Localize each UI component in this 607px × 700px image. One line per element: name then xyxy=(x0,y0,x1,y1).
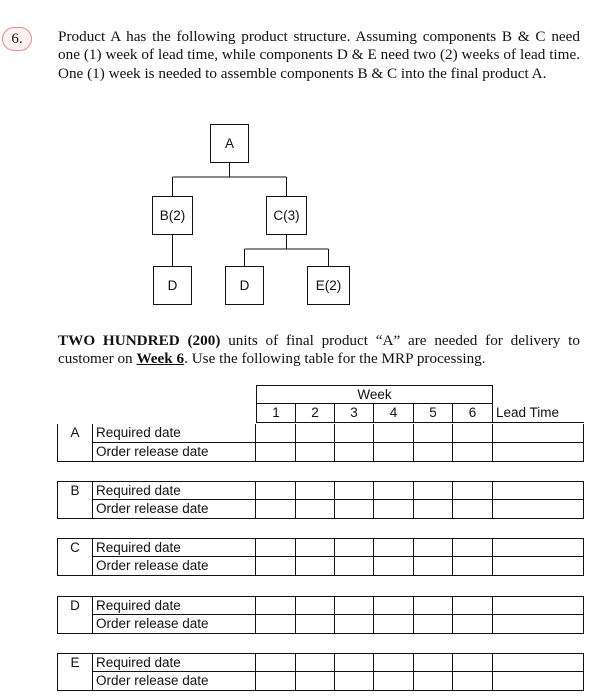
cell-d-req-w1[interactable] xyxy=(256,596,296,615)
cell-c-req-w1[interactable] xyxy=(256,538,296,557)
row-label-c-release: Order release date xyxy=(93,557,256,576)
cell-a-rel-w1[interactable] xyxy=(256,443,296,462)
cell-b-rel-w4[interactable] xyxy=(374,500,414,519)
cell-e-rel-w1[interactable] xyxy=(256,672,296,691)
cell-b-rel-w2[interactable] xyxy=(296,500,335,519)
cell-c-req-w3[interactable] xyxy=(335,538,374,557)
cell-b-req-w1[interactable] xyxy=(256,481,296,500)
cell-b-req-w6[interactable] xyxy=(453,481,493,500)
cell-d-req-w5[interactable] xyxy=(414,596,453,615)
cell-d-req-leadtime[interactable] xyxy=(493,596,584,615)
cell-b-req-w2[interactable] xyxy=(296,481,335,500)
item-code-c: C xyxy=(57,538,93,576)
cell-b-rel-w3[interactable] xyxy=(335,500,374,519)
cell-c-rel-w6[interactable] xyxy=(453,557,493,576)
item-code-b: B xyxy=(57,481,93,519)
node-b-label: B(2) xyxy=(159,208,186,223)
week-col-4: 4 xyxy=(374,404,414,423)
row-label-b-required: Required date xyxy=(93,481,256,500)
row-label-a-release: Order release date xyxy=(93,443,256,462)
cell-a-req-w4[interactable] xyxy=(374,424,414,443)
cell-e-req-w4[interactable] xyxy=(374,653,414,672)
cell-c-req-w6[interactable] xyxy=(453,538,493,557)
cell-a-req-leadtime[interactable] xyxy=(493,424,584,443)
cell-e-rel-w4[interactable] xyxy=(374,672,414,691)
cell-e-req-leadtime[interactable] xyxy=(493,653,584,672)
item-code-a: A xyxy=(57,424,93,462)
week-col-5: 5 xyxy=(414,404,453,423)
cell-b-rel-w6[interactable] xyxy=(453,500,493,519)
cell-a-rel-leadtime[interactable] xyxy=(493,443,584,462)
row-label-c-required: Required date xyxy=(93,538,256,557)
cell-a-rel-w6[interactable] xyxy=(453,443,493,462)
cell-b-req-leadtime[interactable] xyxy=(493,481,584,500)
cell-c-rel-w3[interactable] xyxy=(335,557,374,576)
node-c-label: C(3) xyxy=(273,208,300,223)
cell-d-req-w6[interactable] xyxy=(453,596,493,615)
cell-a-rel-w2[interactable] xyxy=(296,443,335,462)
demand-text-2: . Use the following table for the MRP processing. xyxy=(184,350,486,368)
cell-d-rel-w4[interactable] xyxy=(374,615,414,634)
question-intro: Product A has the following product structure. Assuming components B & C need one (1) week of lead time, while components D & E need two (2) weeks of lead time. One (1) week is needed to assemble components B & C into the final product A. xyxy=(58,28,580,82)
item-code-d: D xyxy=(57,596,93,634)
cell-d-rel-w6[interactable] xyxy=(453,615,493,634)
item-code-e: E xyxy=(57,653,93,691)
cell-d-req-w4[interactable] xyxy=(374,596,414,615)
row-label-d-release: Order release date xyxy=(93,615,256,634)
row-label-e-release: Order release date xyxy=(93,672,256,691)
cell-d-req-w3[interactable] xyxy=(335,596,374,615)
question-number: 6. xyxy=(2,27,32,51)
cell-b-rel-leadtime[interactable] xyxy=(493,500,584,519)
demand-bold: TWO HUNDRED (200) xyxy=(58,332,221,349)
demand-week: Week 6 xyxy=(136,350,185,368)
cell-e-req-w3[interactable] xyxy=(335,653,374,672)
cell-a-req-w5[interactable] xyxy=(414,424,453,443)
node-d2-label: D xyxy=(239,278,250,293)
cell-a-rel-w3[interactable] xyxy=(335,443,374,462)
cell-e-rel-w6[interactable] xyxy=(453,672,493,691)
cell-e-req-w6[interactable] xyxy=(453,653,493,672)
week-col-6: 6 xyxy=(453,404,493,423)
cell-c-rel-w2[interactable] xyxy=(296,557,335,576)
cell-c-rel-w4[interactable] xyxy=(374,557,414,576)
node-d1-label: D xyxy=(167,278,178,293)
lead-time-header: Lead Time xyxy=(493,404,584,423)
week-header: Week xyxy=(256,385,493,404)
week-col-2: 2 xyxy=(296,404,335,423)
row-label-e-required: Required date xyxy=(93,653,256,672)
cell-d-rel-w5[interactable] xyxy=(414,615,453,634)
row-label-d-required: Required date xyxy=(93,596,256,615)
demand-text-1: units of final product “A” are needed for delivery to customer on xyxy=(58,332,580,368)
week-col-3: 3 xyxy=(335,404,374,423)
cell-c-req-w4[interactable] xyxy=(374,538,414,557)
cell-a-req-w6[interactable] xyxy=(453,424,493,443)
cell-c-req-leadtime[interactable] xyxy=(493,538,584,557)
cell-c-req-w2[interactable] xyxy=(296,538,335,557)
cell-a-req-w2[interactable] xyxy=(296,424,335,443)
cell-e-rel-leadtime[interactable] xyxy=(493,672,584,691)
cell-b-req-w5[interactable] xyxy=(414,481,453,500)
node-root-label: A xyxy=(224,136,235,151)
cell-a-req-w3[interactable] xyxy=(335,424,374,443)
cell-b-req-w3[interactable] xyxy=(335,481,374,500)
node-e-label: E(2) xyxy=(315,278,342,293)
cell-d-req-w2[interactable] xyxy=(296,596,335,615)
cell-d-rel-w3[interactable] xyxy=(335,615,374,634)
cell-e-rel-w5[interactable] xyxy=(414,672,453,691)
cell-d-rel-w2[interactable] xyxy=(296,615,335,634)
cell-d-rel-w1[interactable] xyxy=(256,615,296,634)
cell-d-rel-leadtime[interactable] xyxy=(493,615,584,634)
row-label-b-release: Order release date xyxy=(93,500,256,519)
cell-b-rel-w1[interactable] xyxy=(256,500,296,519)
cell-a-req-w1[interactable] xyxy=(256,424,296,443)
cell-b-rel-w5[interactable] xyxy=(414,500,453,519)
cell-c-rel-w1[interactable] xyxy=(256,557,296,576)
cell-e-req-w1[interactable] xyxy=(256,653,296,672)
cell-b-req-w4[interactable] xyxy=(374,481,414,500)
cell-a-rel-w4[interactable] xyxy=(374,443,414,462)
cell-a-rel-w5[interactable] xyxy=(414,443,453,462)
week-col-1: 1 xyxy=(256,404,296,423)
cell-e-req-w5[interactable] xyxy=(414,653,453,672)
cell-e-req-w2[interactable] xyxy=(296,653,335,672)
cell-c-rel-w5[interactable] xyxy=(414,557,453,576)
cell-c-req-w5[interactable] xyxy=(414,538,453,557)
cell-c-rel-leadtime[interactable] xyxy=(493,557,584,576)
cell-e-rel-w2[interactable] xyxy=(296,672,335,691)
cell-e-rel-w3[interactable] xyxy=(335,672,374,691)
row-label-a-required: Required date xyxy=(93,424,256,443)
